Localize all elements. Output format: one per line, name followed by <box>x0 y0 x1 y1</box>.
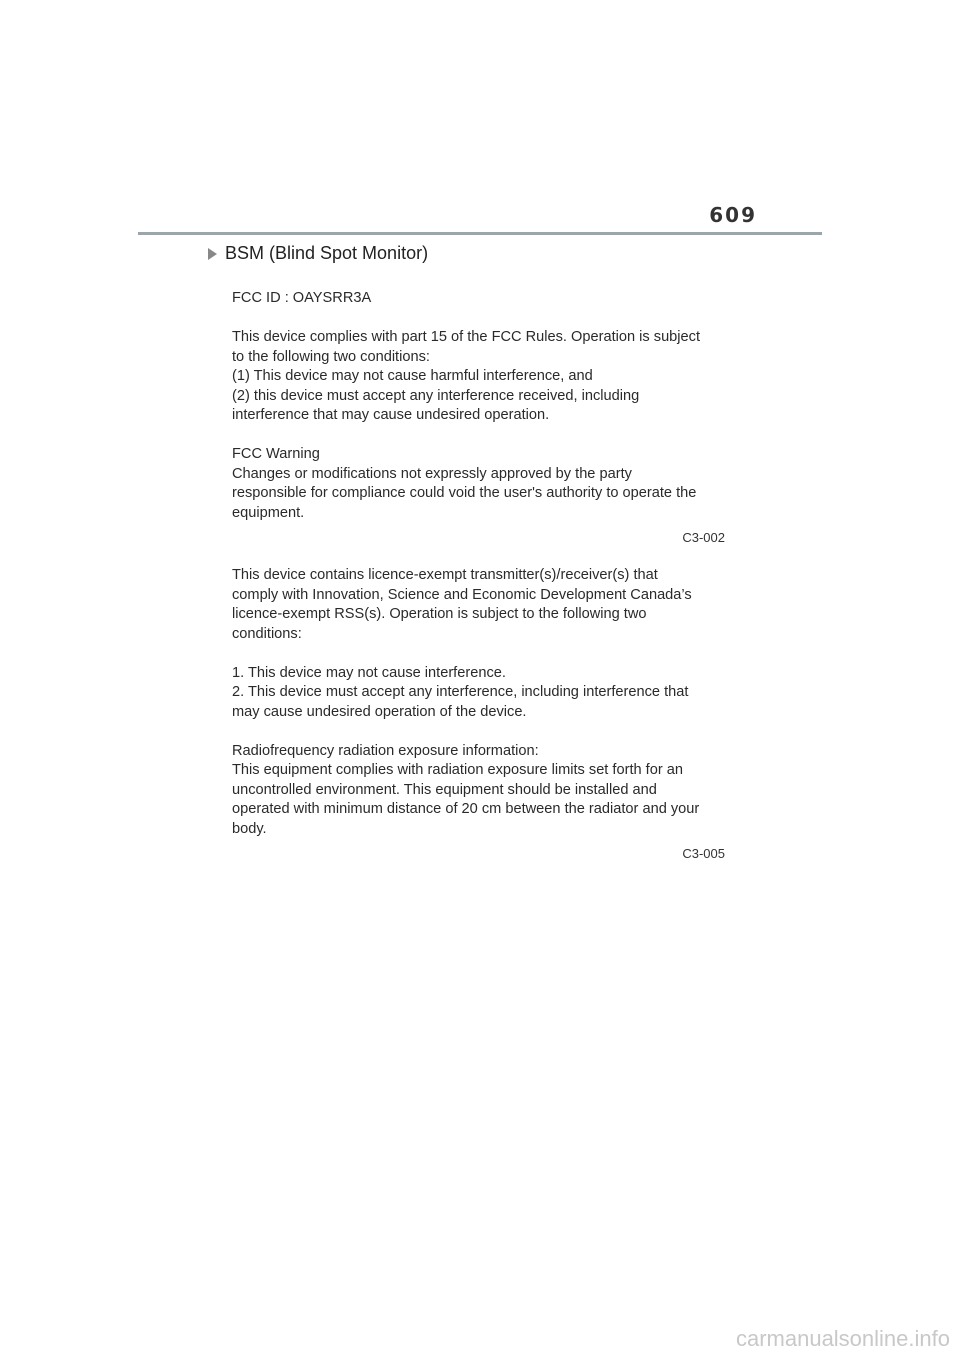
fcc-block <box>232 289 752 523</box>
compliance-line: (2) this device must accept any interference received, including <box>232 387 640 404</box>
intro-line: This device contains licence-exempt transmitter(s)/receiver(s) that <box>232 567 658 583</box>
page-number: 609 <box>709 203 757 227</box>
fcc-id: FCC ID : OAYSRR3A <box>232 290 372 306</box>
warning-line: responsible for compliance could void the user's authority to operate the <box>232 485 697 501</box>
ised-block <box>232 566 752 839</box>
rf-line: This equipment complies with radiation exposure limits set forth for an <box>232 762 683 778</box>
intro-line: conditions: <box>232 625 302 642</box>
rf-line: uncontrolled environment. This equipment should be installed and <box>232 781 657 798</box>
intro-line: licence-exempt RSS(s). Operation is subject to the following two <box>232 606 647 622</box>
condition-line: may cause undesired operation of the device. <box>232 703 527 720</box>
compliance-line: to the following two conditions: <box>232 348 430 365</box>
header-rule <box>138 232 822 235</box>
condition-line: 2. This device must accept any interference, including interference that <box>232 684 689 700</box>
intro-line: comply with Innovation, Science and Economic Development Canada’s <box>232 586 692 603</box>
section-title: BSM (Blind Spot Monitor) <box>225 243 429 263</box>
rf-line: body. <box>232 820 267 837</box>
fcc-warning-title: FCC Warning <box>232 446 320 462</box>
warning-line: equipment. <box>232 504 305 521</box>
triangle-bullet-icon <box>208 248 217 260</box>
warning-line: Changes or modifications not expressly approved by the party <box>232 465 632 482</box>
compliance-line: This device complies with part 15 of the FCC Rules. Operation is subject <box>232 329 701 345</box>
rf-line: operated with minimum distance of 20 cm between the radiator and your <box>232 801 700 817</box>
code-label: C3-002 <box>682 530 725 545</box>
rf-title: Radiofrequency radiation exposure information: <box>232 742 539 759</box>
compliance-line: (1) This device may not cause harmful interference, and <box>232 368 593 384</box>
compliance-line: interference that may cause undesired operation. <box>232 407 550 423</box>
section-heading <box>208 243 428 264</box>
watermark: carmanualsonline.info <box>735 1326 950 1351</box>
code-label: C3-005 <box>682 846 725 861</box>
condition-line: 1. This device may not cause interference. <box>232 664 506 681</box>
